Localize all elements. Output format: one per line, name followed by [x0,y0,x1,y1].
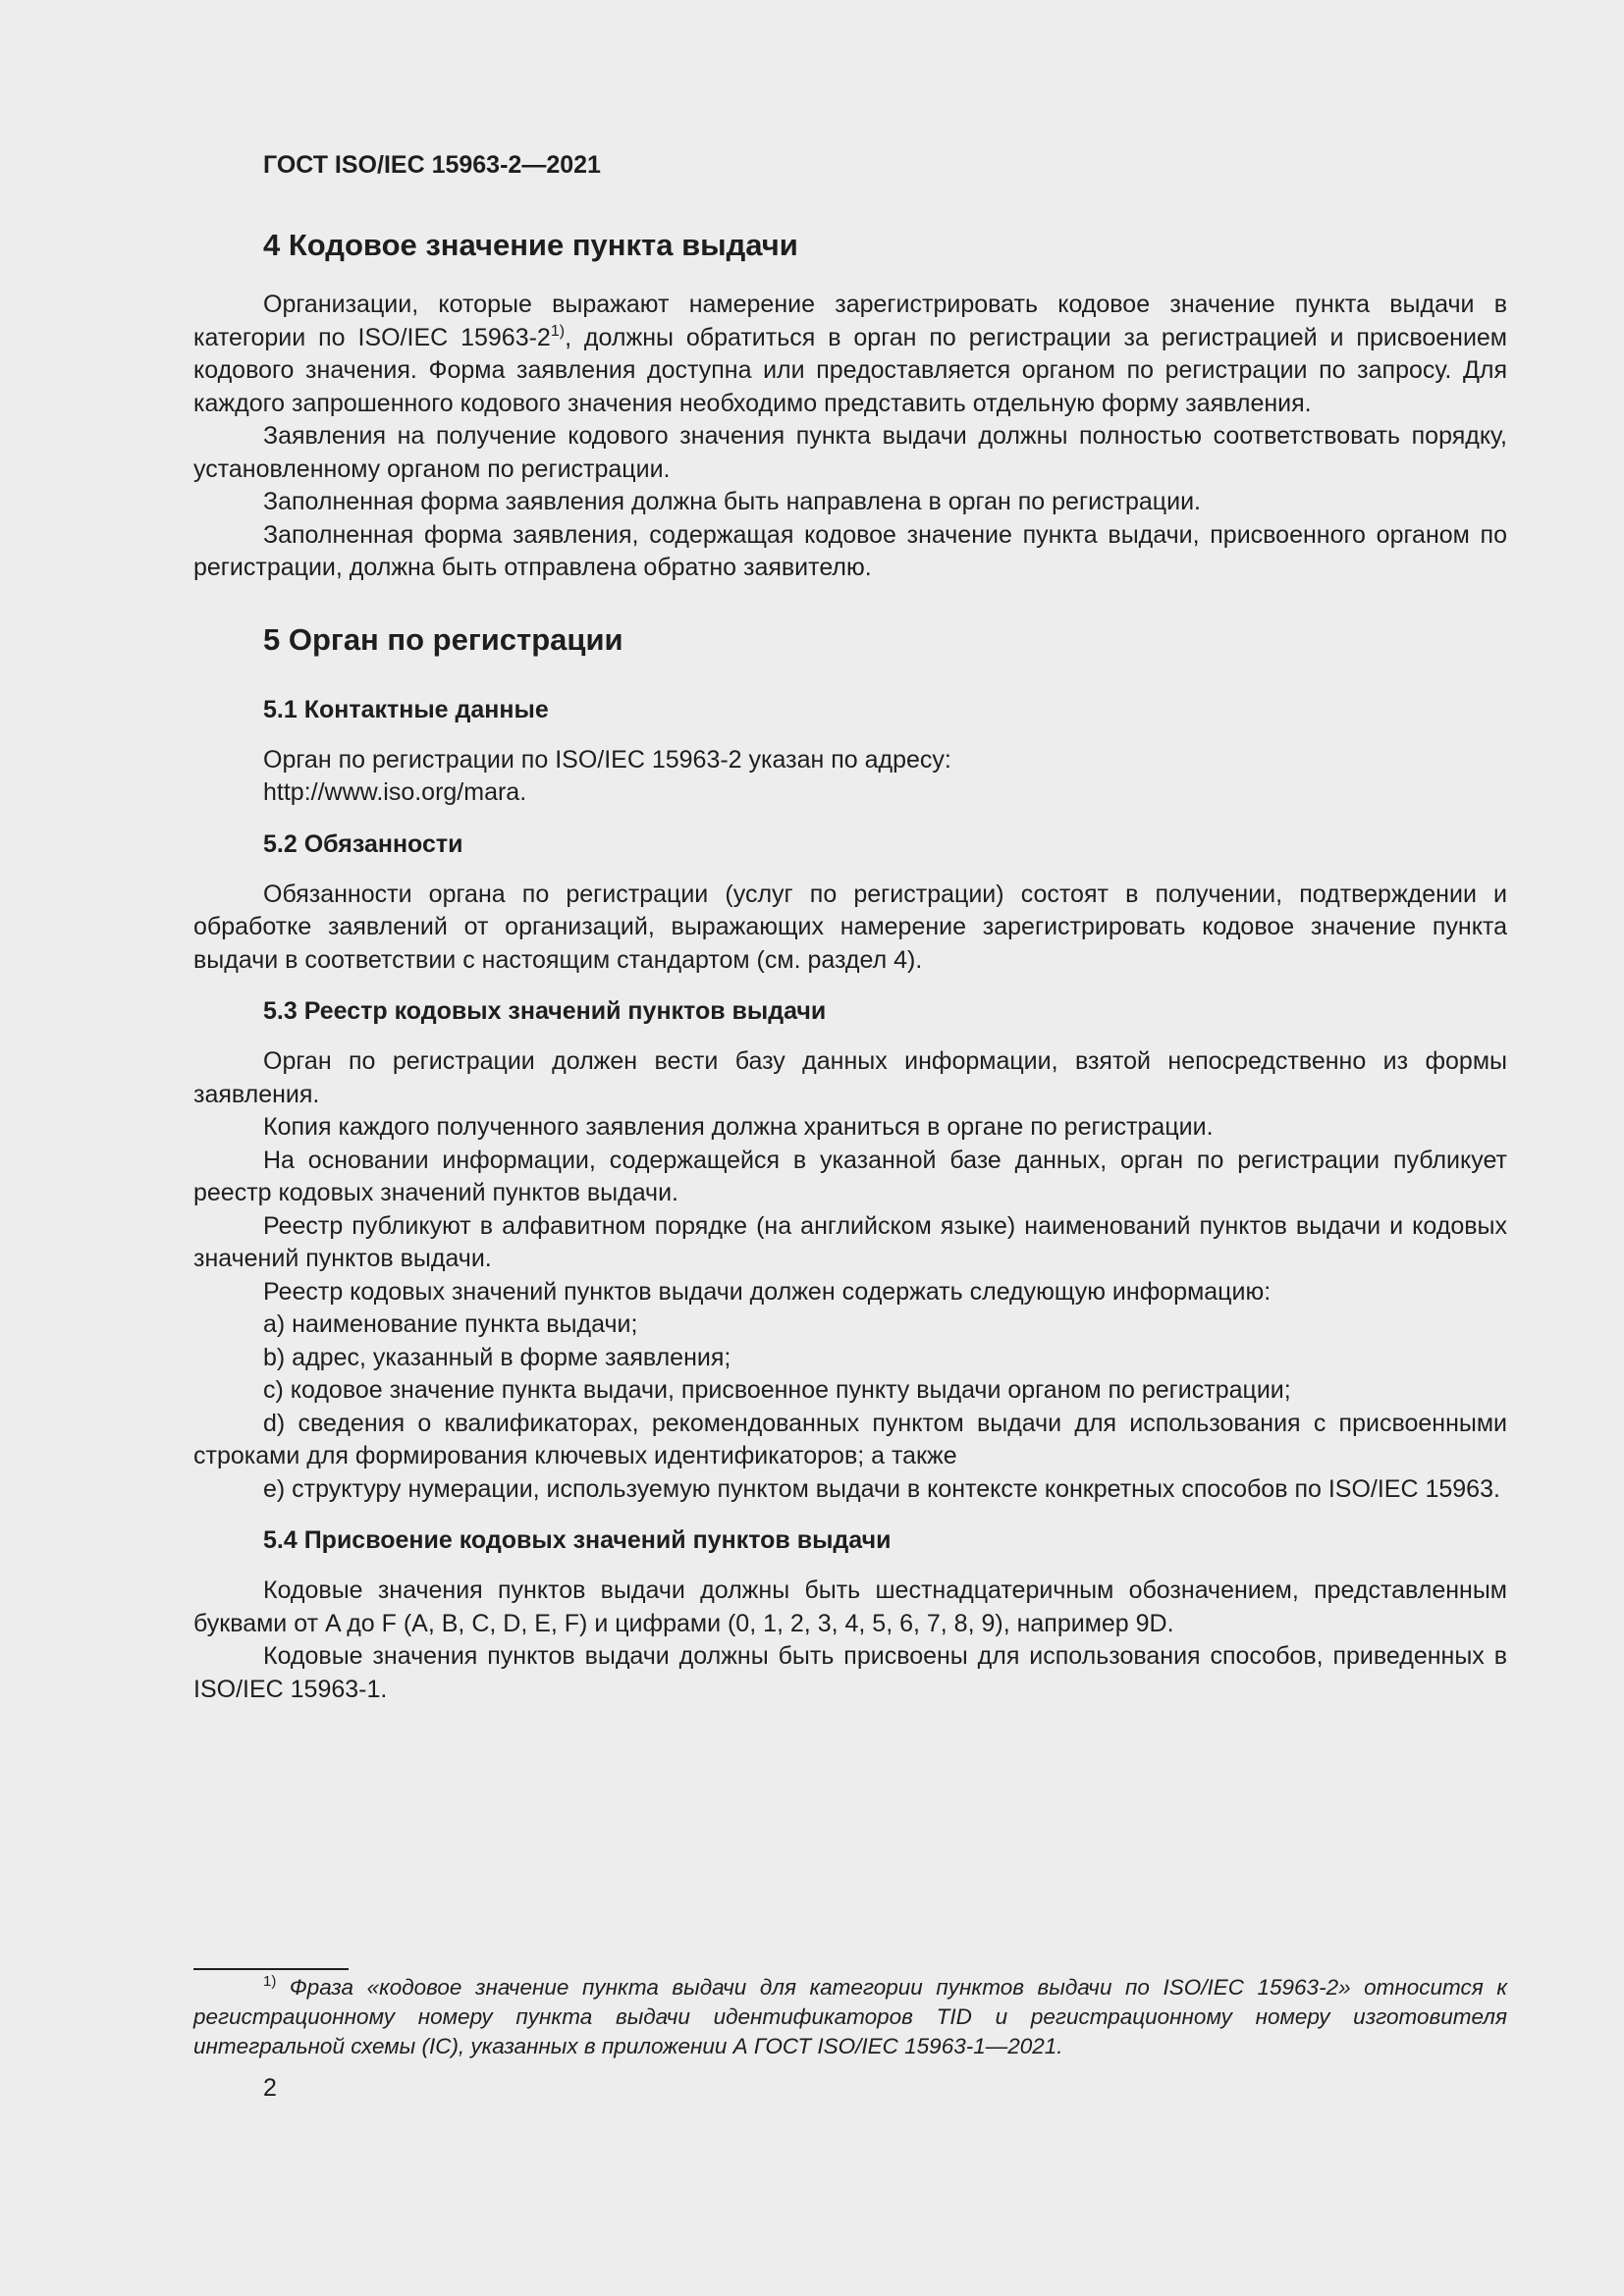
document-page [193,0,1507,2296]
footnote-separator [193,1968,349,1970]
section-5-3-paragraph-5: Реестр кодовых значений пунктов выдачи должен содержать следующую информацию: [263,1277,1272,1306]
section-5-4-paragraph-1: Кодовые значения пунктов выдачи должны быть шестнадцатеричным обозначением, представленным буквами от A до F (A, B, C, D, E, F) и цифрами (0, 1, 2, 3, 4, 5, 6, 7, 8, 9), например 9D. [193,1576,1507,1637]
footnote-text: Фраза «кодовое значение пункта выдачи для категории пунктов выдачи по ISO/IEC 15963-2» относится к регистрационному номеру пункта выдачи идентификаторов TID и регистрационному номеру изготовителя интегральной схемы (IC), указанных в приложении А ГОСТ ISO/IEC 15963-1—2021. [193,1975,1507,2058]
section-5-2-paragraph: Обязанности органа по регистрации (услуг по регистрации) состоят в получении, подтверждении и обработке заявлений от организаций, выражающих намерение зарегистрировать кодовое значение пункта выдачи в соответствии с настоящим стандартом (см. раздел 4). [193,880,1507,974]
document-header: ГОСТ ISO/IEC 15963-2—2021 [263,151,601,179]
section-5-heading: 5 Орган по регистрации [263,621,623,657]
footnote-reference: 1) [550,322,566,340]
list-item-b: b) адрес, указанный в форме заявления; [263,1343,731,1371]
section-4-paragraph-1 [193,289,1507,420]
section-5-2-heading: 5.2 Обязанности [263,829,463,858]
section-5-1-heading: 5.1 Контактные данные [263,695,549,723]
section-5-3-paragraph-2: Копия каждого полученного заявления должна храниться в органе по регистрации. [263,1113,1214,1141]
section-4-heading: 4 Кодовое значение пункта выдачи [263,228,798,262]
section-4-paragraph-1-text-b: , должны обратиться в орган по регистрации за регистрацией и присвоением кодового значения. Форма заявления доступна или предоставляется органом по регистрации по запросу. Для каждого запрошенного кодового значения необходимо представить отдельную форму заявления. [193,323,1507,417]
section-4-paragraph-4: Заполненная форма заявления, содержащая кодовое значение пункта выдачи, присвоенного органом по регистрации, должна быть отправлена обратно заявителю. [193,520,1507,581]
section-5-1-line-1: Орган по регистрации по ISO/IEC 15963-2 указан по адресу: [263,745,951,774]
section-5-3-heading: 5.3 Реестр кодовых значений пунктов выдачи [263,997,827,1025]
section-4-paragraph-2: Заявления на получение кодового значения пункта выдачи должны полностью соответствовать порядку, установленному органом по регистрации. [193,422,1507,483]
section-5-4-heading: 5.4 Присвоение кодовых значений пунктов выдачи [263,1526,892,1554]
section-4-paragraph-1-text-a: Организации, которые выражают намерение зарегистрировать кодовое значение пункта выдачи в категории по ISO/IEC 15963-2 [193,291,1507,351]
section-4-paragraph-3: Заполненная форма заявления должна быть направлена в орган по регистрации. [263,488,1201,515]
list-item-a: a) наименование пункта выдачи; [263,1310,638,1338]
page-number: 2 [263,2074,277,2102]
list-item-d: d) сведения о квалификаторах, рекомендованных пунктом выдачи для использования с присвоенными строками для формирования ключевых идентификаторов; а также [193,1409,1507,1469]
section-5-3-paragraph-4: Реестр публикуют в алфавитном порядке (на английском языке) наименований пунктов выдачи и кодовых значений пунктов выдачи. [193,1211,1507,1272]
list-item-e: e) структуру нумерации, используемую пунктом выдачи в контексте конкретных способов по ISO/IEC 15963. [263,1474,1500,1503]
list-item-c: c) кодовое значение пункта выдачи, присвоенное пункту выдачи органом по регистрации; [263,1376,1291,1404]
section-5-3-paragraph-3: На основании информации, содержащейся в указанной базе данных, орган по регистрации публикует реестр кодовых значений пунктов выдачи. [193,1146,1507,1206]
section-5-3-paragraph-1: Орган по регистрации должен вести базу данных информации, взятой непосредственно из формы заявления. [193,1047,1507,1108]
section-5-4-paragraph-2: Кодовые значения пунктов выдачи должны быть присвоены для использования способов, приведенных в ISO/IEC 15963-1. [193,1642,1507,1703]
footnote [193,1973,1507,2061]
section-5-1-url: http://www.iso.org/mara. [263,778,527,806]
document-body [193,216,1507,1706]
footnote-marker: 1) [263,1973,277,1990]
